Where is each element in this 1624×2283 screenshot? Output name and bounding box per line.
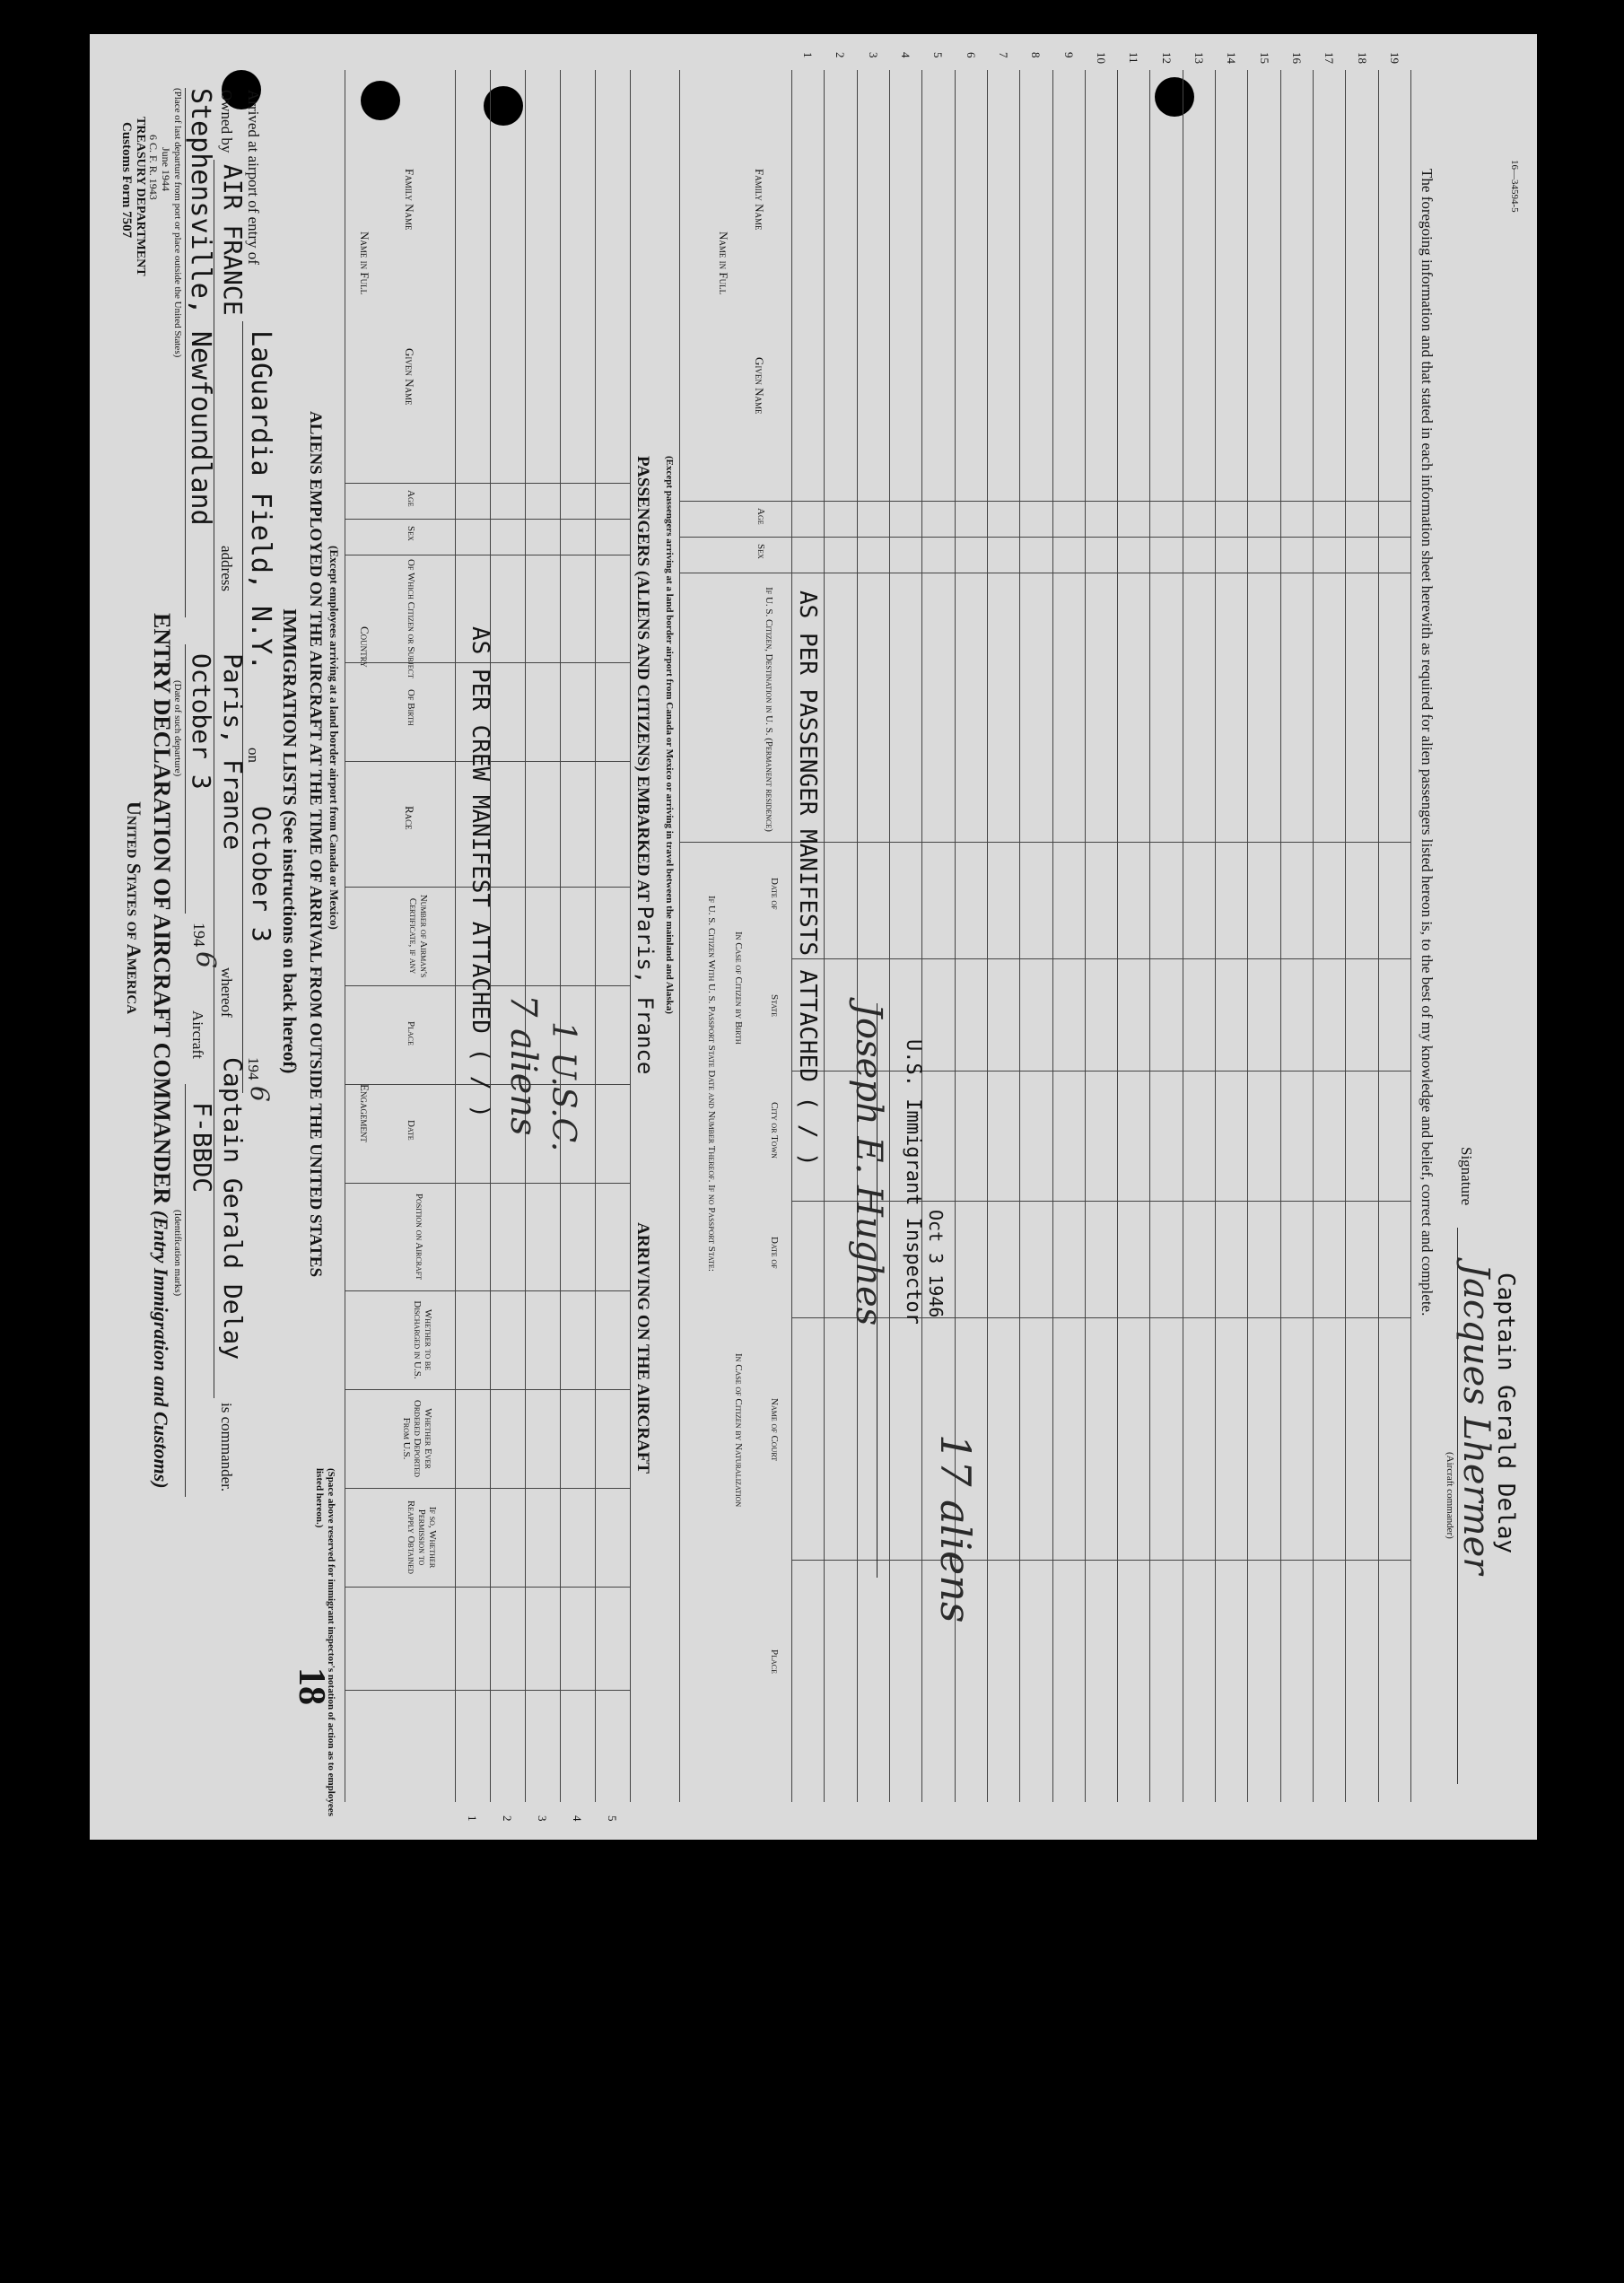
crew-row-rule bbox=[525, 70, 526, 1802]
pass-h-destination: If U. S. Citizen, Destination in U. S. (Permanent residence) bbox=[764, 587, 774, 832]
aircraft-marks: F-BBDC bbox=[188, 1102, 217, 1194]
date-caption: (Date of such departure) bbox=[172, 680, 183, 777]
passenger-manifest-stamp: AS PER PASSENGER MANIFESTS ATTACHED ( / ) bbox=[794, 590, 821, 1167]
pass-h-city: City or Town bbox=[769, 1102, 780, 1159]
pass-col bbox=[680, 501, 1411, 502]
crew-h-country: Country bbox=[358, 626, 371, 668]
inspector-title: U.S. Immigrant Inspector bbox=[902, 1039, 924, 1325]
pass-row-num: 10 bbox=[1095, 52, 1108, 64]
crew-handwriting: 7 aliens bbox=[502, 994, 544, 1136]
pass-h-date-of-2: Date of bbox=[769, 1237, 780, 1269]
crew-row-num: 1 bbox=[466, 1815, 479, 1822]
crew-handwriting-2: 1 U.S.C. bbox=[545, 1021, 581, 1152]
crew-row-rule bbox=[560, 70, 561, 1802]
pass-row-rule bbox=[1117, 70, 1118, 1802]
form-date: June 1944 bbox=[160, 147, 172, 191]
pass-h-given: Given Name bbox=[753, 357, 766, 415]
year-prefix: 194 bbox=[190, 923, 208, 947]
departure-underline bbox=[185, 88, 186, 617]
signature-label: Signature bbox=[1458, 1147, 1475, 1206]
aircraft-underline bbox=[185, 1084, 186, 1497]
pass-row-num: 5 bbox=[931, 52, 946, 58]
pass-h-date-of: Date of bbox=[769, 878, 780, 910]
crew-h-family: Family Name bbox=[403, 169, 416, 231]
print-code: 16—34594-5 bbox=[1509, 160, 1520, 213]
inspector-signature: Joseph E. Hughes bbox=[848, 1003, 889, 1326]
pass-row-rule bbox=[1410, 70, 1411, 1802]
certification-text: The foregoing information and that stated in each information sheet herewith as required for alien passengers listed hereon is, to the best of my knowledge and belief, correct and complete. bbox=[1419, 169, 1436, 1316]
crew-h-name: Name in Full bbox=[358, 232, 371, 295]
year-digit: 6 bbox=[189, 951, 221, 969]
pass-h-name: Name in Full bbox=[717, 232, 730, 295]
pass-row-rule bbox=[889, 70, 890, 1802]
pass-row-rule bbox=[1345, 70, 1346, 1802]
pass-row-num: 11 bbox=[1127, 52, 1141, 64]
crew-col bbox=[345, 483, 631, 484]
commander-signature: Jacques Lhermer bbox=[1455, 1264, 1497, 1575]
arrival-year-prefix: 194 bbox=[245, 1057, 262, 1080]
immigration-subtitle: ALIENS EMPLOYED ON THE AIRCRAFT AT THE TIME OF ARRIVAL FROM OUTSIDE THE UNITED STATES bbox=[306, 411, 325, 1278]
crew-col bbox=[345, 1183, 631, 1184]
crew-count-stamp: 18 bbox=[291, 1667, 332, 1705]
pass-h-by-birth: In Case of Citizen by Birth bbox=[733, 932, 744, 1045]
pass-row-rule bbox=[921, 70, 922, 1802]
on-label: on bbox=[245, 748, 262, 763]
owner-address: Paris, France bbox=[218, 653, 248, 851]
crew-h-discharged: Whether to be Discharged in U.S. bbox=[411, 1300, 433, 1379]
pass-row-num: 14 bbox=[1225, 52, 1239, 64]
pass-h-court: Name of Court bbox=[769, 1398, 780, 1462]
crew-col bbox=[345, 519, 631, 520]
crew-col bbox=[345, 1488, 631, 1489]
pass-row-num: 17 bbox=[1323, 52, 1337, 64]
whereof-label: whereof bbox=[218, 967, 235, 1018]
punch-hole-4 bbox=[361, 81, 400, 120]
pass-row-num: 6 bbox=[964, 52, 978, 58]
pass-col bbox=[680, 537, 1411, 538]
pass-row-rule bbox=[824, 70, 825, 1802]
crew-h-age: Age bbox=[406, 490, 416, 507]
signature-caption: (Aircraft commander) bbox=[1445, 1452, 1455, 1539]
crew-row-rule bbox=[595, 70, 596, 1802]
immigration-note: (Except employees arriving at a land border airport from Canada or Mexico) bbox=[327, 546, 341, 930]
pass-row-num: 8 bbox=[1029, 52, 1043, 58]
crew-h-citizen: Of Which Citizen or Subject bbox=[406, 559, 416, 678]
crew-h-given: Given Name bbox=[403, 348, 416, 406]
pass-row-num: 2 bbox=[834, 52, 848, 58]
pass-row-num: 12 bbox=[1159, 52, 1174, 64]
arrived-label: Arrived at airport of entry of bbox=[245, 90, 262, 265]
passenger-note: (Except passengers arriving at a land border airport from Canada or Mexico or arriving in travel between the mainland and Alaska) bbox=[664, 456, 675, 1014]
pass-col bbox=[680, 842, 1411, 843]
pass-row-rule bbox=[1280, 70, 1281, 1802]
passenger-title: PASSENGERS (ALIENS AND CITIZENS) EMBARKED AT Paris, France ARRIVING ON THE AIRCRAFT bbox=[633, 456, 658, 1474]
reserved-note: (Space above reserved for immigrant inspector's notation of action as to employees listed hereon.) bbox=[313, 1468, 336, 1816]
crew-h-place: Place bbox=[406, 1021, 416, 1046]
form-number: Customs Form 7507 bbox=[119, 122, 134, 239]
crew-h-position: Position on Aircraft bbox=[414, 1193, 424, 1281]
pass-row-rule bbox=[1247, 70, 1248, 1802]
crew-manifest-stamp: AS PER CREW MANIFEST ATTACHED ( / ) bbox=[467, 626, 493, 1118]
crew-h-deported: Whether Ever Ordered Deported From U.S. bbox=[400, 1399, 433, 1478]
signer-typed: Captain Gerald Delay bbox=[1492, 1273, 1519, 1554]
pass-row-num: 18 bbox=[1355, 52, 1369, 64]
pass-row-rule bbox=[857, 70, 858, 1802]
date-underline bbox=[185, 644, 186, 914]
immigration-title: IMMIGRATION LISTS (See instructions on back hereof) bbox=[279, 608, 301, 1074]
pass-row-rule bbox=[1149, 70, 1150, 1802]
pass-h-state: State bbox=[769, 994, 780, 1018]
crew-row-num: 3 bbox=[536, 1815, 549, 1822]
crew-col bbox=[345, 1690, 631, 1691]
place-of-departure: Stephensville, Newfoundland bbox=[185, 88, 216, 526]
department: TREASURY DEPARTMENT bbox=[134, 117, 147, 276]
pass-row-num: 15 bbox=[1257, 52, 1271, 64]
crew-col bbox=[345, 1389, 631, 1390]
crew-row-num: 5 bbox=[606, 1815, 619, 1822]
pass-row-num: 3 bbox=[866, 52, 880, 58]
crew-col bbox=[345, 1587, 631, 1588]
pass-row-rule bbox=[987, 70, 988, 1802]
pass-h-naturalization: In Case of Citizen by Naturalization bbox=[733, 1353, 744, 1508]
cfr: 6 C. F. R. 1943 bbox=[147, 135, 160, 200]
crew-row-num: 2 bbox=[501, 1815, 514, 1822]
crew-bottom-rule bbox=[630, 70, 631, 1802]
crew-row-num: 4 bbox=[571, 1815, 584, 1822]
crew-h-permission: If so, Whether Permission to Reapply Obtained bbox=[405, 1500, 438, 1574]
inspector-date: Oct 3 1946 bbox=[925, 1210, 947, 1318]
passenger-count-hw: 17 aliens bbox=[931, 1434, 980, 1623]
arrival-underline bbox=[242, 321, 243, 1093]
crew-h-sex: Sex bbox=[406, 526, 416, 541]
document-page bbox=[90, 34, 1537, 1840]
pass-h-age: Age bbox=[755, 508, 766, 525]
is-commander: is commander. bbox=[218, 1403, 235, 1492]
aircraft-caption: (Identification marks) bbox=[172, 1210, 183, 1297]
rotated-form bbox=[90, 34, 1537, 1840]
commander-name: Captain Gerald Delay bbox=[218, 1057, 248, 1360]
pass-h-family: Family Name bbox=[753, 169, 766, 231]
crew-h-cert: Number of Airman's Certificate, if any bbox=[406, 894, 429, 978]
crew-col bbox=[345, 1290, 631, 1291]
pass-row-num: 16 bbox=[1289, 52, 1304, 64]
crew-h-engagement: Engagement bbox=[358, 1084, 371, 1142]
pass-row-num: 7 bbox=[997, 52, 1011, 58]
pass-row-rule bbox=[1085, 70, 1086, 1802]
address-label: address bbox=[218, 546, 235, 591]
punch-hole-3 bbox=[1155, 77, 1194, 117]
owned-by-label: Owned by bbox=[218, 90, 235, 153]
country-title: United States of America bbox=[123, 801, 145, 1015]
pass-row-num: 4 bbox=[899, 52, 913, 58]
arrival-date: October 3 bbox=[247, 806, 276, 942]
pass-row-rule bbox=[1378, 70, 1379, 1802]
pass-row-num: 19 bbox=[1387, 52, 1401, 64]
pass-h-sex: Sex bbox=[755, 544, 766, 559]
pass-row-num: 1 bbox=[801, 52, 816, 58]
pass-h-place: Place bbox=[769, 1649, 780, 1675]
departure-caption: (Place of last departure from port or place outside the United States) bbox=[172, 88, 183, 358]
pass-col bbox=[792, 958, 1411, 959]
pass-row-rule bbox=[1052, 70, 1053, 1802]
date-of-departure: October 3 bbox=[187, 653, 216, 790]
pass-row-rule bbox=[1215, 70, 1216, 1802]
form-title: ENTRY DECLARATION OF AIRCRAFT COMMANDER (Entry Immigration and Customs) bbox=[149, 613, 175, 1489]
pass-top-rule bbox=[679, 70, 680, 1802]
pass-row-num: 13 bbox=[1192, 52, 1206, 64]
owner: AIR FRANCE bbox=[218, 164, 248, 316]
pass-row-rule bbox=[1313, 70, 1314, 1802]
pass-col bbox=[792, 1560, 1411, 1561]
pass-row-num: 9 bbox=[1061, 52, 1076, 58]
pass-row-rule bbox=[1019, 70, 1020, 1802]
crew-h-date: Date bbox=[406, 1120, 416, 1141]
crew-h-birth: Of Birth bbox=[406, 689, 416, 726]
pass-h-passport: If U. S. Citizen With U. S. Passport State Date and Number Thereof. If no Passport State: bbox=[706, 896, 717, 1272]
aircraft-label: Aircraft bbox=[189, 1010, 206, 1059]
crew-header-rule bbox=[455, 70, 456, 1802]
crew-h-race: Race bbox=[403, 806, 416, 830]
airport-of-entry: LaGuardia Field, N.Y. bbox=[245, 330, 276, 671]
pass-header-rule bbox=[791, 70, 792, 1802]
arrival-year-digit: 6 bbox=[245, 1086, 275, 1102]
